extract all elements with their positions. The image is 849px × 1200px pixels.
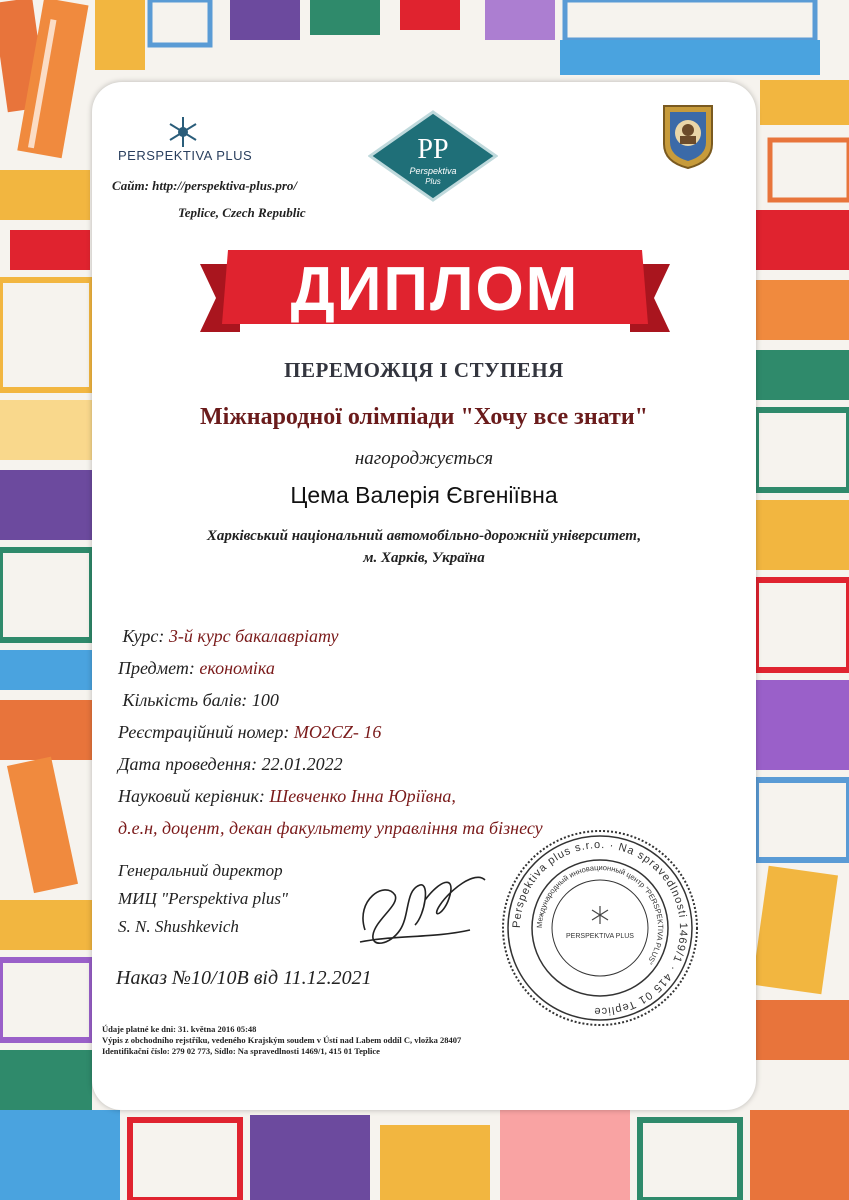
advisor-value: Шевченко Інна Юріївна,	[269, 786, 456, 806]
legal-line-1: Údaje platné ke dni: 31. května 2016 05:48	[102, 1024, 257, 1034]
subject-value: економіка	[199, 658, 275, 678]
director-line-1: Генеральний директор	[118, 861, 283, 880]
snowflake-icon	[166, 115, 200, 149]
logo-text-1: Perspektiva	[409, 166, 457, 176]
official-stamp	[500, 828, 700, 1028]
legal-line-3: Identifikační číslo: 279 02 773, Sídlo: Na spravedlnosti 1469/1, 415 01 Teplice	[102, 1046, 380, 1056]
awarded-line: нагороджується	[354, 448, 494, 469]
course-row	[118, 620, 543, 652]
book-stack-right	[752, 210, 849, 1060]
reg-value: МО2CZ- 16	[293, 722, 382, 742]
university-line-2: м. Харків, Україна	[363, 550, 485, 566]
signature	[345, 860, 495, 955]
director-line-2: МИЦ "Perspektiva plus"	[118, 889, 289, 908]
course-label: Курс:	[122, 626, 165, 646]
legal-info	[102, 1024, 461, 1057]
stamp-outer-text: Perspektiva plus s.r.o. · Na spravedlnosti 1469/1 · 415 01 Teplice	[510, 838, 690, 1018]
stamp-inner-text: Международный инновационный центр "PERSPEKTIVA PLUS"	[534, 862, 666, 967]
reg-row	[118, 716, 543, 748]
brand-name: PERSPEKTIVA PLUS	[118, 148, 253, 163]
date-row	[118, 748, 543, 780]
logo-text-2: Plus	[425, 177, 441, 186]
score-value: 100	[251, 690, 279, 710]
olympiad-name: Міжнародної олімпіади "Хочу все знати"	[200, 404, 648, 430]
score-label: Кількість балів:	[122, 690, 248, 710]
perspektiva-logo	[368, 110, 498, 202]
location: Teplice, Czech Republic	[178, 205, 306, 220]
winner-line: ПЕРЕМОЖЦЯ І СТУПЕНЯ	[284, 358, 564, 382]
legal-line-2: Výpis z obchodního rejstříku, vedeného Krajským soudem v Ústí nad Labem oddíl C, vložka 28407	[102, 1035, 462, 1045]
advisor-row	[118, 780, 543, 812]
book-stack-left	[0, 170, 92, 1110]
date-label: Дата проведення:	[118, 754, 258, 774]
diploma-banner	[200, 240, 670, 344]
advisor-title: д.е.н, доцент, декан факультету управління та бізнесу	[118, 818, 543, 838]
advisor-label: Науковий керівник:	[118, 786, 265, 806]
order-number: Наказ №10/10В від 11.12.2021	[116, 967, 372, 989]
logo-letters: PP	[417, 134, 449, 165]
book-stack-bottom	[0, 1110, 849, 1200]
reg-label: Реєстраційний номер:	[118, 722, 290, 742]
subject-label: Предмет:	[118, 658, 195, 678]
university	[92, 525, 756, 569]
subject-row	[118, 652, 543, 684]
score-row	[118, 684, 543, 716]
director-line-3: S. N. Shushkevich	[118, 917, 239, 936]
site-url: Сайт: http://perspektiva-plus.pro/	[112, 178, 297, 193]
stamp-center-text: PERSPEKTIVA PLUS	[566, 933, 634, 940]
university-line-1: Харківський національний автомобільно-дорожній університет,	[206, 528, 642, 544]
university-crest-icon	[660, 100, 716, 170]
date-value: 22.01.2022	[261, 754, 343, 774]
course-value: 3-й курс бакалавріату	[168, 626, 339, 646]
details-block	[118, 620, 543, 844]
diploma-title: ДИПЛОМ	[290, 255, 580, 324]
director-block	[118, 857, 288, 941]
recipient-name: Цема Валерія Євгеніївна	[290, 482, 558, 508]
stamp-snowflake-icon	[592, 906, 608, 924]
